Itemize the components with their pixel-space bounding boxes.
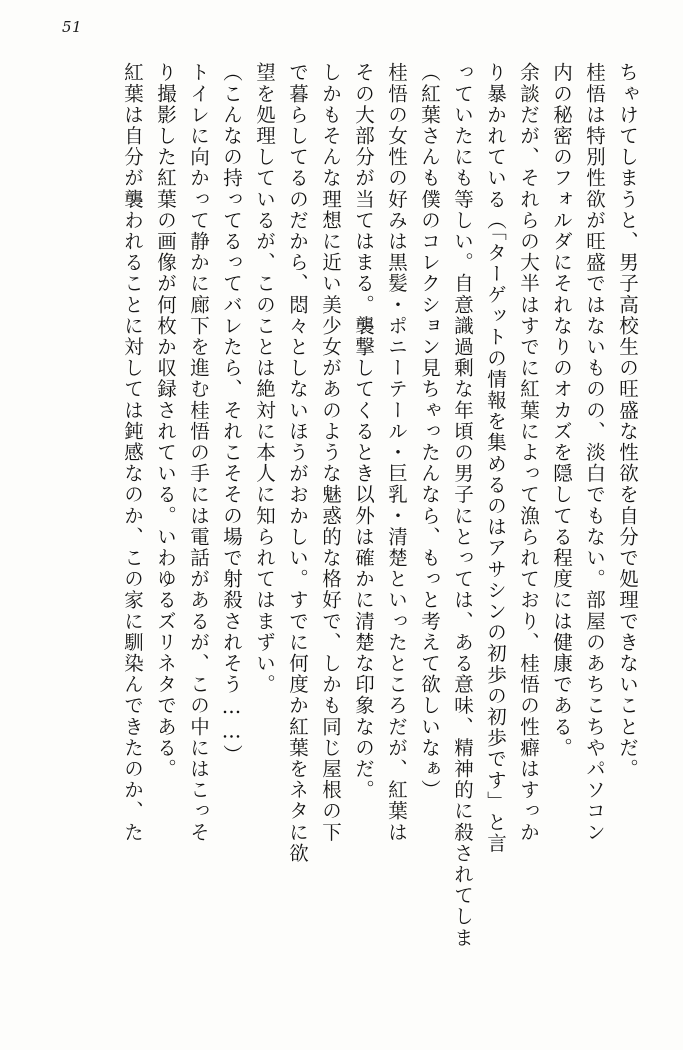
text-column: その大部分が当てはまる。襲撃してくるとき以外は確かに清楚な印象なのだ。 — [352, 62, 375, 801]
text-column: り暴かれている（「ターゲットの情報を集めるのはアサシンの初歩の初歩です」と言 — [484, 62, 507, 855]
text-column: しかもそんな理想に近い美少女があのような魅惑的な格好で、しかも同じ屋根の下 — [319, 62, 342, 843]
text-column: 桂悟は特別性欲が旺盛ではないものの、淡白でもない。部屋のあちこちやパソコン — [583, 62, 606, 843]
text-column: ちゃけてしまうと、男子高校生の旺盛な性欲を自分で処理できないことだ。 — [616, 62, 639, 780]
text-column: り撮影した紅葉の画像が何枚か収録されている。いわゆるズリネタである。 — [154, 62, 177, 780]
text-column: （紅葉さんも僕のコレクション見ちゃったんなら、もっと考えて欲しいなぁ） — [418, 62, 441, 801]
text-column: 紅葉は自分が襲われることに対しては鈍感なのか、この家に馴染んできたのか、た — [121, 62, 144, 843]
text-column: （こんなの持ってるってバレたら、それこそその場で射殺されそう……） — [220, 62, 243, 766]
text-column: っていたにも等しい。自意識過剰な年頃の男子にとっては、ある意味、精神的に殺されてしま — [451, 62, 474, 949]
text-column: トイレに向かって静かに廊下を進む桂悟の手には電話があるが、この中にはこっそ — [187, 62, 210, 843]
text-column: 望を処理しているが、このことは絶対に本人に知られてはまずい。 — [253, 62, 276, 695]
vertical-text-body — [30, 62, 637, 1028]
page-number: 51 — [62, 18, 83, 36]
text-column: で暮らしてるのだから、悶々としないほうがおかしい。すでに何度か紅葉をネタに欲 — [286, 62, 309, 864]
text-column: 桂悟の女性の好みは黒髪・ポニーテール・巨乳・清楚といったところだが、紅葉は — [385, 62, 408, 843]
text-column: 内の秘密のフォルダにそれなりのオカズを隠してる程度には健康である。 — [550, 62, 573, 759]
text-column: 余談だが、それらの大半はすでに紅葉によって漁られており、桂悟の性癖はすっか — [517, 62, 540, 843]
